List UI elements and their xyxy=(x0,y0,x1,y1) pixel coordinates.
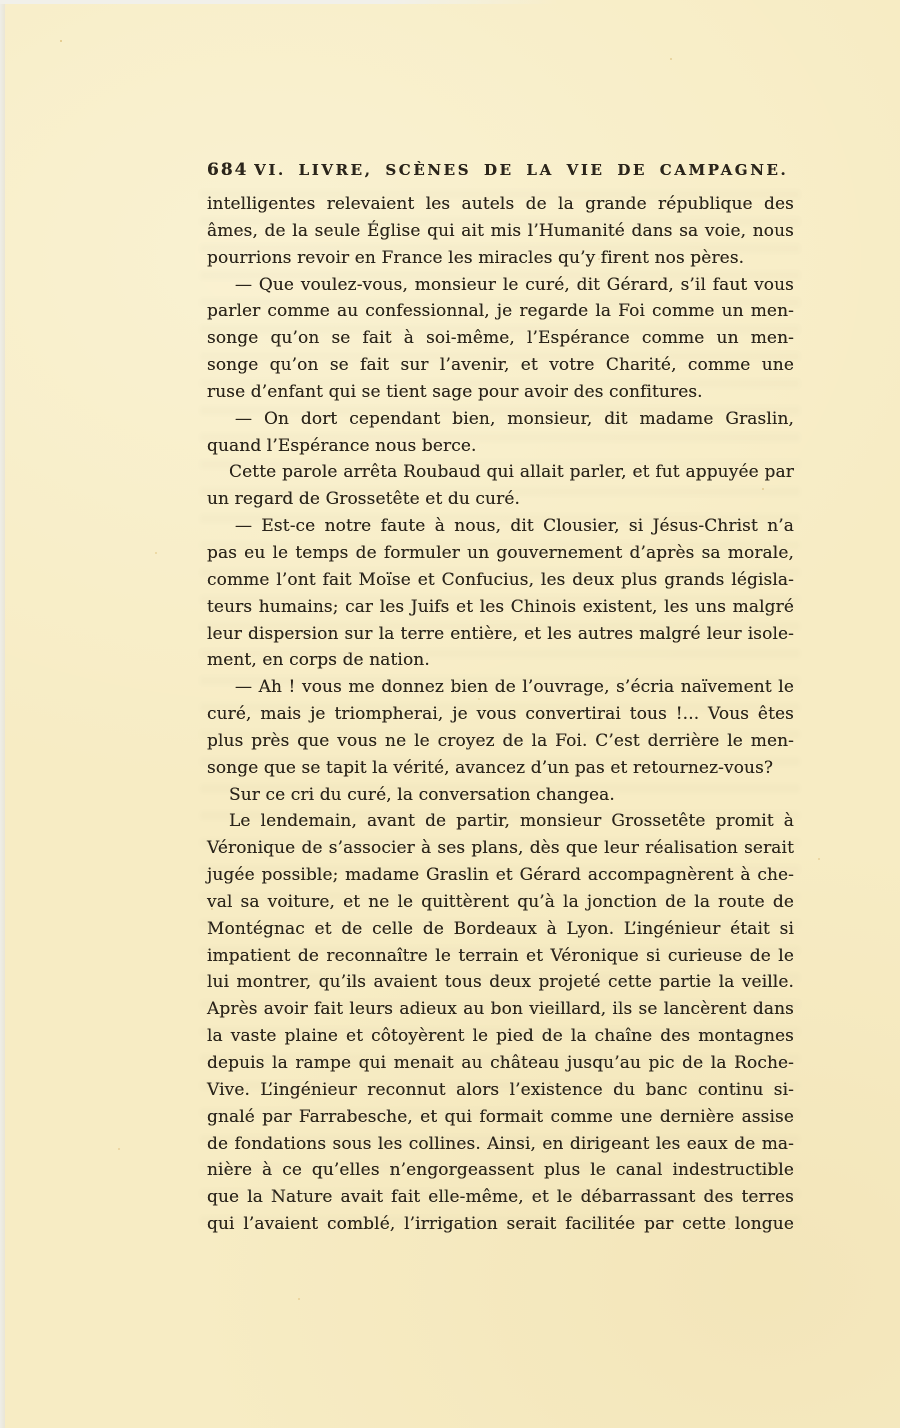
text-line: un regard de Grossetête et du curé. xyxy=(207,489,520,510)
text-line: Sur ce cri du curé, la conversation changea. xyxy=(229,784,615,805)
text-line: que la Nature avait fait elle-même, et le débarrassant des terres xyxy=(207,1187,794,1208)
text-line: lui montrer, qu’ils avaient tous deux projeté cette partie la veille. xyxy=(207,972,794,993)
text-line: Montégnac et de celle de Bordeaux à Lyon. L’ingénieur était si xyxy=(207,918,794,939)
text-line: leur dispersion sur la terre entière, et les autres malgré leur isole- xyxy=(207,623,794,644)
text-line: la vaste plaine et côtoyèrent le pied de la chaîne des montagnes xyxy=(207,1026,794,1047)
scan-edge-top xyxy=(0,0,558,4)
text-line: Après avoir fait leurs adieux au bon vieillard, ils se lancèrent dans xyxy=(207,999,794,1020)
text-line: qui l’avaient comblé, l’irrigation serait facilitée par cette longue xyxy=(207,1214,794,1235)
text-line: quand l’Espérance nous berce. xyxy=(207,435,477,456)
running-head xyxy=(207,160,794,180)
paper-speckles xyxy=(60,40,62,42)
text-line: âmes, de la seule Église qui ait mis l’Humanité dans sa voie, nous xyxy=(207,220,794,241)
text-line: Vive. L’ingénieur reconnut alors l’existence du banc continu si- xyxy=(207,1079,794,1100)
text-line: ment, en corps de nation. xyxy=(207,650,430,671)
text-line: val sa voiture, et ne le quittèrent qu’à la jonction de la route de xyxy=(207,891,794,912)
running-title: VI. LIVRE, SCÈNES DE LA VIE DE CAMPAGNE. xyxy=(254,161,789,179)
page-number: 684 xyxy=(207,160,249,180)
text-line: nière à ce qu’elles n’engorgeassent plus le canal indestructible xyxy=(207,1160,794,1181)
text-line: de fondations sous les collines. Ainsi, en dirigeant les eaux de ma- xyxy=(207,1133,794,1154)
text-line: Véronique de s’associer à ses plans, dès que leur réalisation serait xyxy=(207,838,794,859)
scan-edge-left xyxy=(0,0,5,1428)
text-line: — Que voulez-vous, monsieur le curé, dit Gérard, s’il faut vous xyxy=(235,274,794,295)
text-line: songe qu’on se fait à soi-même, l’Espérance comme un men- xyxy=(207,328,794,349)
text-line: plus près que vous ne le croyez de la Foi. C’est derrière le men- xyxy=(207,730,794,751)
text-line: Cette parole arrêta Roubaud qui allait parler, et fut appuyée par xyxy=(229,462,794,483)
text-block xyxy=(207,191,794,1238)
text-line: songe qu’on se fait sur l’avenir, et votre Charité, comme une xyxy=(207,355,794,376)
text-line: depuis la rampe qui menait au château jusqu’au pic de la Roche- xyxy=(207,1053,794,1073)
text-line: gnalé par Farrabesche, et qui formait comme une dernière assise xyxy=(207,1106,794,1127)
text-line: comme l’ont fait Moïse et Confucius, les deux plus grands législa- xyxy=(207,569,794,590)
text-line: — Est-ce notre faute à nous, dit Clousier, si Jésus-Christ n’a xyxy=(235,516,794,537)
text-line: — On dort cependant bien, monsieur, dit madame Graslin, xyxy=(235,408,794,429)
text-line: Le lendemain, avant de partir, monsieur Grossetête promit à xyxy=(229,811,794,832)
text-line: curé, mais je triompherai, je vous convertirai tous !... Vous êtes xyxy=(207,704,794,725)
text-line: pourrions revoir en France les miracles qu’y firent nos pères. xyxy=(207,247,745,268)
text-line: jugée possible; madame Graslin et Gérard accompagnèrent à che- xyxy=(207,865,794,886)
text-line: ruse d’enfant qui se tient sage pour avoir des confitures. xyxy=(207,381,703,402)
text-line: parler comme au confessionnal, je regarde la Foi comme un men- xyxy=(207,301,794,322)
text-line: songe que se tapit la vérité, avancez d’un pas et retournez-vous? xyxy=(207,757,774,778)
text-line: pas eu le temps de formuler un gouvernement d’après sa morale, xyxy=(207,542,794,563)
text-line: — Ah ! vous me donnez bien de l’ouvrage, s’écria naïvement le xyxy=(235,677,794,698)
text-line: impatient de reconnaître le terrain et Véronique si curieuse de le xyxy=(207,945,794,966)
text-column xyxy=(207,160,794,1238)
text-line: intelligentes relevaient les autels de la grande république des xyxy=(207,194,794,214)
text-line: teurs humains; car les Juifs et les Chinois existent, les uns malgré xyxy=(207,596,794,617)
